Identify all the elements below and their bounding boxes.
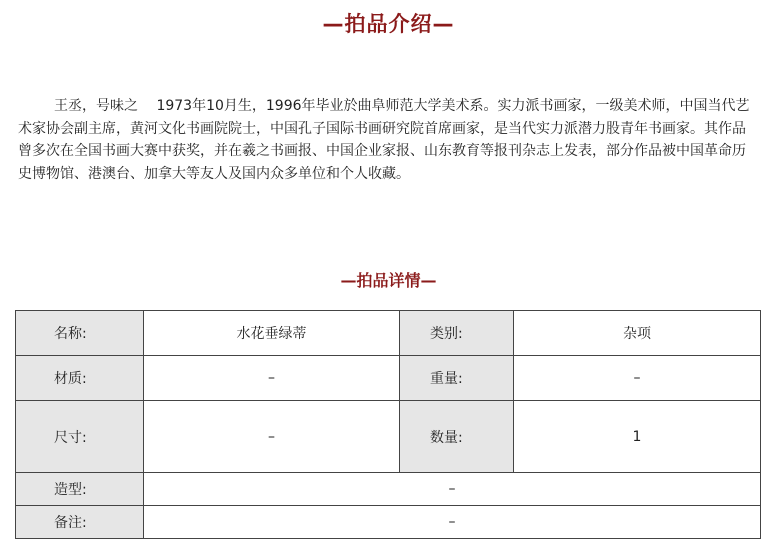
category-label: 类别: <box>400 311 514 356</box>
details-table <box>15 310 761 539</box>
remark-label: 备注: <box>16 506 144 539</box>
intro-title: —拍品介绍— <box>322 12 455 36</box>
weight-value: – <box>514 356 761 401</box>
table-row <box>16 401 761 473</box>
shape-value: – <box>144 473 761 506</box>
size-value: – <box>144 401 400 473</box>
details-title: —拍品详情— <box>340 271 437 290</box>
quantity-label: 数量: <box>400 401 514 473</box>
name-label: 名称: <box>16 311 144 356</box>
table-row <box>16 311 761 356</box>
name-value: 水花垂绿蒂 <box>144 311 400 356</box>
weight-label: 重量: <box>400 356 514 401</box>
shape-label: 造型: <box>16 473 144 506</box>
table-row <box>16 473 761 506</box>
intro-paragraph: 王丞，号味之 1973年10月生，1996年毕业於曲阜师范大学美术系。实力派书画家，一级美术师，中国当代艺术家协会副主席，黄河文化书画院院士，中国孔子国际书画研究院首席画家，是当代实力派潜力股青年书画家。其作品曾多次在全国书画大赛中获奖，并在羲之书画报、中国企业家报、山东教育等报刊杂志上发表，部分作品被中国革命历史博物馆、港澳台、加拿大等友人及国内众多单位和个人收藏。 <box>18 98 750 182</box>
table-row <box>16 356 761 401</box>
material-value: – <box>144 356 400 401</box>
material-label: 材质: <box>16 356 144 401</box>
table-row <box>16 506 761 539</box>
category-value: 杂项 <box>514 311 761 356</box>
remark-value: – <box>144 506 761 539</box>
size-label: 尺寸: <box>16 401 144 473</box>
quantity-value: 1 <box>514 401 761 473</box>
